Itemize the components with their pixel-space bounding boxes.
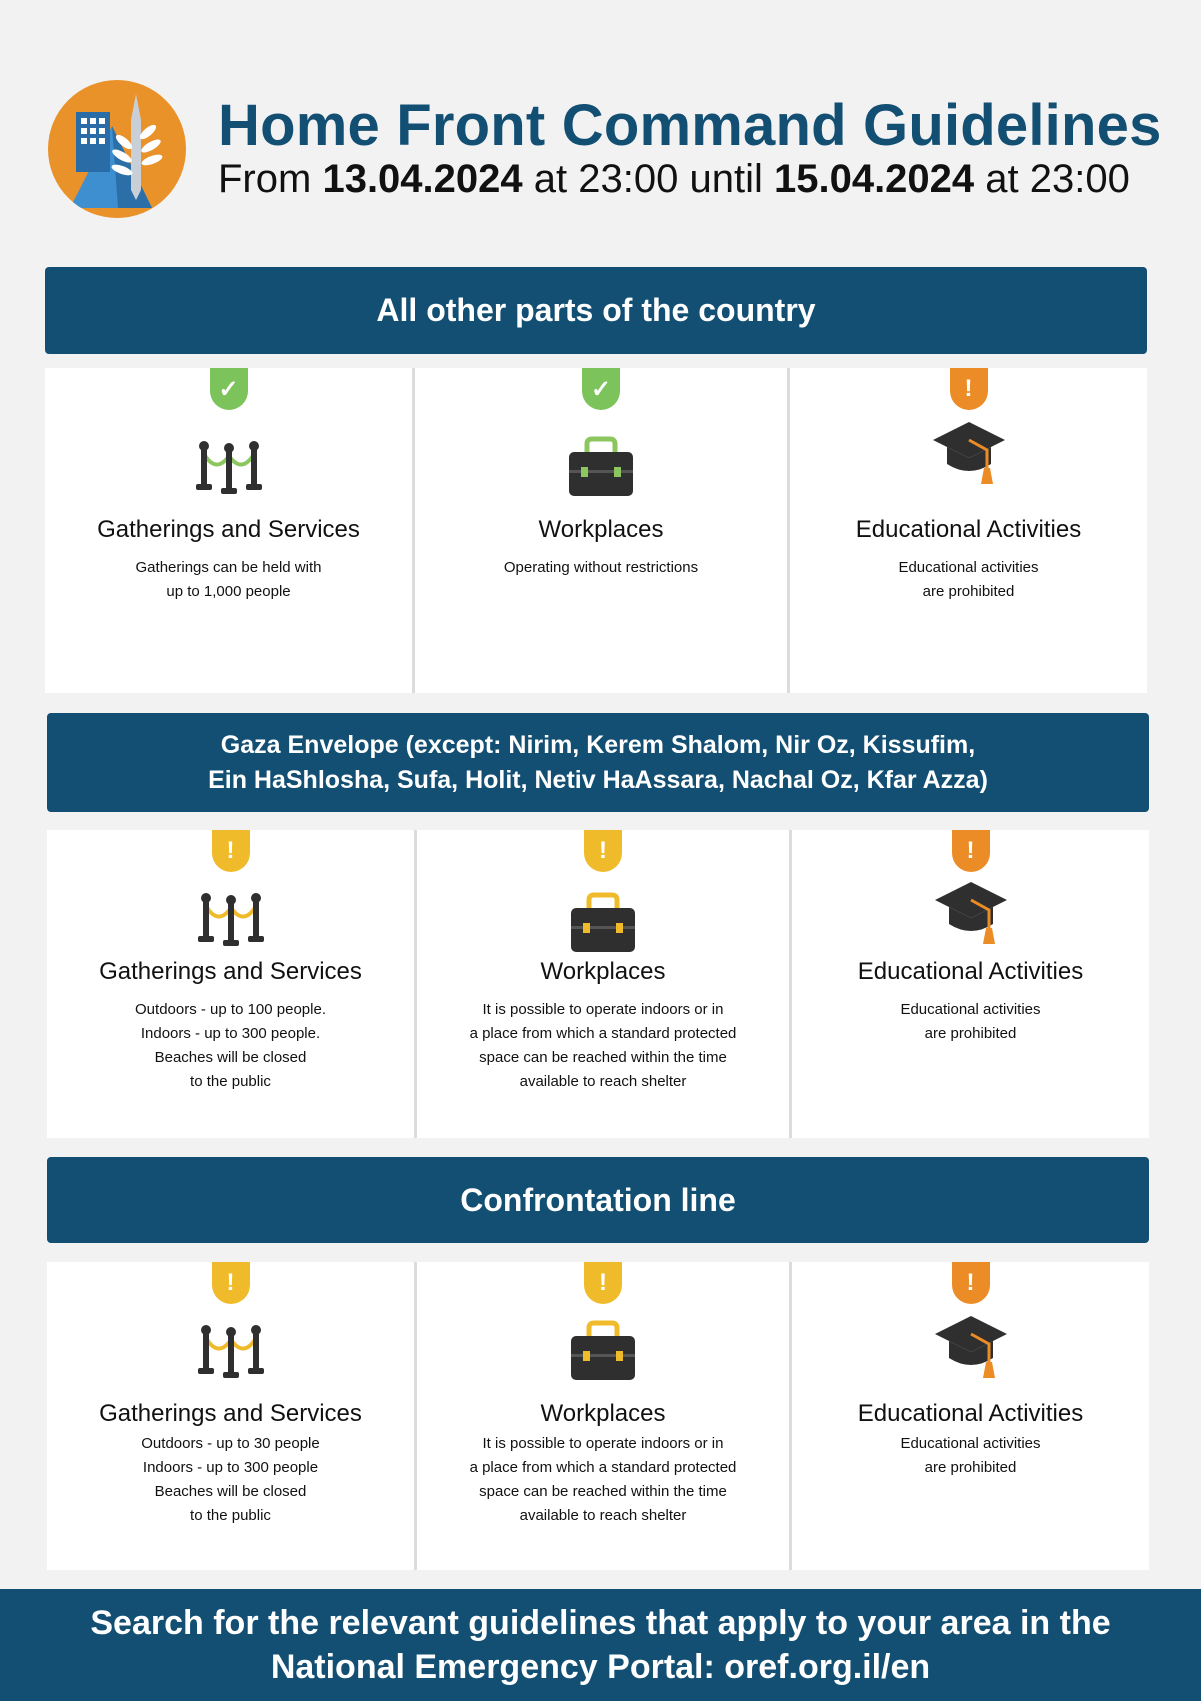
briefcase-icon bbox=[565, 890, 641, 956]
warning-exclamation-icon: ! bbox=[950, 368, 988, 410]
section-heading-line: Confrontation line bbox=[460, 1181, 736, 1218]
card-educational-activities bbox=[789, 1262, 1149, 1570]
footer-banner bbox=[0, 1589, 1201, 1701]
card-description bbox=[45, 556, 412, 604]
card-description bbox=[792, 998, 1149, 1046]
caution-exclamation-icon: ! bbox=[212, 1262, 250, 1304]
card-description-line: available to reach shelter bbox=[519, 1507, 687, 1524]
end-date: 15.04.2024 bbox=[773, 157, 975, 201]
card-title: Educational Activities bbox=[857, 958, 1084, 985]
caution-exclamation-icon: ! bbox=[584, 830, 622, 872]
section-cards-confrontation-line bbox=[47, 1262, 1149, 1570]
stanchion-icon bbox=[191, 434, 267, 500]
card-description-line: are prohibited bbox=[924, 1025, 1017, 1042]
stanchion-icon bbox=[193, 1318, 269, 1384]
card-gatherings-and-services bbox=[47, 1262, 414, 1570]
card-description-line: Educational activities bbox=[900, 1435, 1041, 1452]
card-description bbox=[792, 1432, 1149, 1480]
card-description-line: to the public bbox=[190, 1073, 271, 1090]
card-description bbox=[47, 998, 414, 1094]
header bbox=[0, 0, 1201, 250]
card-description-line: Beaches will be closed bbox=[154, 1049, 307, 1066]
date-range bbox=[218, 157, 1130, 202]
card-description-line: It is possible to operate indoors or in bbox=[482, 1435, 724, 1452]
card-description-line: are prohibited bbox=[924, 1459, 1017, 1476]
card-title: Workplaces bbox=[540, 1400, 666, 1427]
card-description-line: are prohibited bbox=[922, 583, 1015, 600]
section-heading-all-other-parts bbox=[45, 267, 1147, 354]
card-workplaces bbox=[414, 1262, 789, 1570]
card-title: Gatherings and Services bbox=[97, 516, 360, 543]
card-description bbox=[790, 556, 1147, 604]
warning-exclamation-icon: ! bbox=[952, 1262, 990, 1304]
card-description-line: Gatherings can be held with bbox=[135, 559, 322, 576]
card-description-line: space can be reached within the time bbox=[479, 1483, 727, 1500]
briefcase-icon bbox=[565, 1318, 641, 1384]
card-description-line: space can be reached within the time bbox=[479, 1049, 727, 1066]
card-description-line: available to reach shelter bbox=[519, 1073, 687, 1090]
caution-exclamation-icon: ! bbox=[584, 1262, 622, 1304]
section-heading-line: All other parts of the country bbox=[376, 292, 816, 329]
section-cards-gaza-envelope bbox=[47, 830, 1149, 1138]
card-gatherings-and-services bbox=[45, 368, 412, 693]
card-description-line: Beaches will be closed bbox=[154, 1483, 307, 1500]
card-description bbox=[47, 1432, 414, 1528]
section-heading-confrontation-line bbox=[47, 1157, 1149, 1243]
date-range-from-label: From bbox=[218, 157, 312, 201]
card-educational-activities bbox=[789, 830, 1149, 1138]
graduation-cap-icon bbox=[931, 420, 1007, 486]
home-front-command-logo bbox=[48, 80, 186, 218]
card-description bbox=[417, 998, 789, 1094]
card-workplaces bbox=[414, 830, 789, 1138]
card-title: Workplaces bbox=[540, 958, 666, 985]
graduation-cap-icon bbox=[933, 1314, 1009, 1380]
stanchion-icon bbox=[193, 886, 269, 952]
card-description-line: to the public bbox=[190, 1507, 271, 1524]
card-workplaces bbox=[412, 368, 787, 693]
card-description-line: Educational activities bbox=[900, 1001, 1041, 1018]
graduation-cap-icon bbox=[933, 880, 1009, 946]
page-title: Home Front Command Guidelines bbox=[218, 93, 1162, 158]
card-description bbox=[415, 556, 787, 580]
card-description bbox=[417, 1432, 789, 1528]
end-time-label: at 23:00 bbox=[985, 157, 1130, 201]
card-title: Educational Activities bbox=[857, 1400, 1084, 1427]
card-description-line: Indoors - up to 300 people. bbox=[140, 1025, 321, 1042]
card-description-line: Indoors - up to 300 people bbox=[142, 1459, 319, 1476]
footer-portal-link[interactable]: National Emergency Portal: oref.org.il/en bbox=[270, 1648, 931, 1686]
card-description-line: Operating without restrictions bbox=[503, 559, 699, 576]
allowed-check-icon: ✓ bbox=[582, 368, 620, 410]
section-cards-all-other-parts bbox=[45, 368, 1147, 693]
card-description-line: Educational activities bbox=[898, 559, 1039, 576]
card-gatherings-and-services bbox=[47, 830, 414, 1138]
card-title: Gatherings and Services bbox=[99, 1400, 362, 1427]
card-title: Workplaces bbox=[538, 516, 664, 543]
card-description-line: a place from which a standard protected bbox=[469, 1459, 737, 1476]
section-heading-gaza-envelope bbox=[47, 713, 1149, 812]
section-heading-line: Gaza Envelope (except: Nirim, Kerem Shalom, Nir Oz, Kissufim, bbox=[220, 730, 976, 759]
card-description-line: Outdoors - up to 100 people. bbox=[135, 1001, 326, 1018]
card-educational-activities bbox=[787, 368, 1147, 693]
card-description-line: Outdoors - up to 30 people bbox=[141, 1435, 320, 1452]
date-range-until-label: at 23:00 until bbox=[533, 157, 763, 201]
card-description-line: It is possible to operate indoors or in bbox=[482, 1001, 724, 1018]
card-title: Educational Activities bbox=[855, 516, 1082, 543]
caution-exclamation-icon: ! bbox=[212, 830, 250, 872]
card-title: Gatherings and Services bbox=[99, 958, 362, 985]
allowed-check-icon: ✓ bbox=[210, 368, 248, 410]
section-heading-line: Ein HaShlosha, Sufa, Holit, Netiv HaAssara, Nachal Oz, Kfar Azza) bbox=[208, 765, 988, 794]
briefcase-icon bbox=[563, 434, 639, 500]
warning-exclamation-icon: ! bbox=[952, 830, 990, 872]
start-date: 13.04.2024 bbox=[322, 157, 523, 201]
card-description-line: a place from which a standard protected bbox=[469, 1025, 737, 1042]
footer-line: Search for the relevant guidelines that apply to your area in the bbox=[90, 1604, 1111, 1642]
card-description-line: up to 1,000 people bbox=[166, 583, 291, 600]
